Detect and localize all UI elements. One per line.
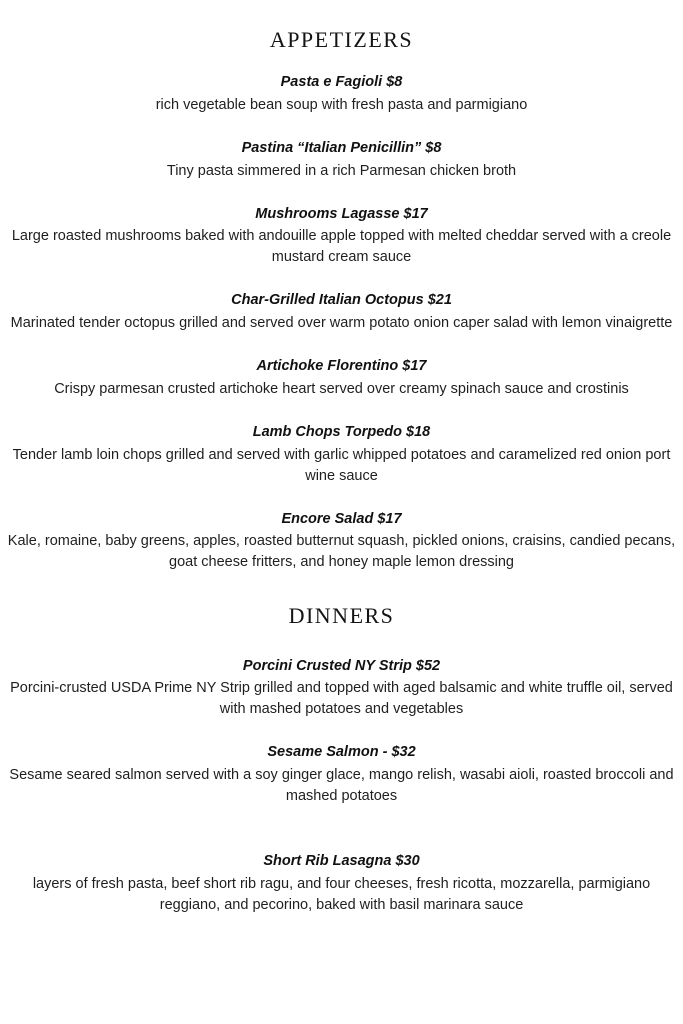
menu-item <box>6 656 677 721</box>
section-heading-appetizers: appetizers <box>269 19 414 54</box>
menu-item-title: Porcini Crusted NY Strip $52 <box>242 657 441 674</box>
menu-item <box>6 509 677 574</box>
menu-item <box>6 290 677 334</box>
menu-item <box>6 138 677 182</box>
menu-item-description: Large roasted mushrooms baked with andouille apple topped with melted cheddar served with a creole mustard cream sauce <box>11 228 672 266</box>
menu-item <box>6 204 677 269</box>
menu-item <box>6 72 677 116</box>
menu-item-description: Kale, romaine, baby greens, apples, roasted butternut squash, pickled onions, craisins, candied pecans, goat cheese fritters, and honey maple lemon dressing <box>7 533 676 571</box>
menu-item-title: Encore Salad $17 <box>281 510 402 527</box>
menu-item-description: rich vegetable bean soup with fresh pasta and parmigiano <box>155 96 528 113</box>
section-heading-dinners: dinners <box>288 594 395 630</box>
spacer <box>6 829 677 851</box>
menu-item-description: Tender lamb loin chops grilled and served with garlic whipped potatoes and caramelized red onion port wine sauce <box>12 446 671 484</box>
menu-item <box>6 356 677 400</box>
menu-item-description: Porcini-crusted USDA Prime NY Strip grilled and topped with aged balsamic and white truffle oil, served with mashed potatoes and vegetables <box>10 680 673 718</box>
menu-item-title: Lamb Chops Torpedo $18 <box>252 423 431 440</box>
menu-item-description: Crispy parmesan crusted artichoke heart served over creamy spinach sauce and crostinis <box>54 380 629 397</box>
menu-item <box>6 851 677 916</box>
menu-item-title: Char-Grilled Italian Octopus $21 <box>231 292 452 309</box>
menu-item <box>6 742 677 807</box>
menu-item-title: Sesame Salmon - $32 <box>267 744 416 761</box>
menu-item-title: Short Rib Lasagna $30 <box>263 853 420 870</box>
menu-item-description: Tiny pasta simmered in a rich Parmesan chicken broth <box>166 162 517 179</box>
menu-item-title: Mushrooms Lagasse $17 <box>255 205 428 222</box>
menu-item-description: Sesame seared salmon served with a soy ginger glace, mango relish, wasabi aioli, roasted broccoli and mashed potatoes <box>9 767 674 805</box>
menu-item-description: layers of fresh pasta, beef short rib ragu, and four cheeses, fresh ricotta, mozzarella, parmigiano reggiano, and pecorino, baked with basil marinara sauce <box>32 875 651 913</box>
menu-item <box>6 422 677 487</box>
menu-item-title: Artichoke Florentino $17 <box>256 358 427 375</box>
menu-item-title: Pastina “Italian Penicillin” $8 <box>241 139 442 156</box>
menu-item-description: Marinated tender octopus grilled and served over warm potato onion caper salad with lemon vinaigrette <box>10 315 673 332</box>
menu-item-title: Pasta e Fagioli $8 <box>280 74 403 91</box>
